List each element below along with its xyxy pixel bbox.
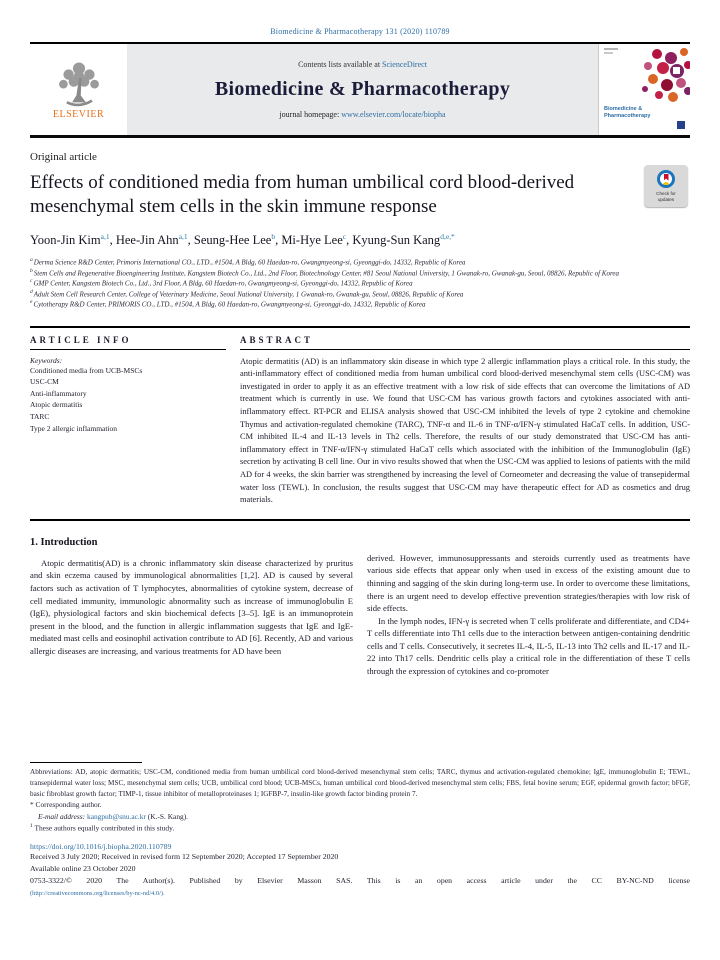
equal-marker: 1 [30, 822, 33, 829]
divider [30, 519, 690, 521]
intro-paragraph-right-2: In the lymph nodes, IFN-γ is secreted when T cells proliferate and differentiate, and CD4+ T cells differentiate into Th1 cells due to the interaction between antigen-containing dendritic cells and T cells. Consecutively, it secretes IL-4, IL-5, IL-13 into Th2 cells and IL-17 and IL-22 into Th17 cells. Dendritic cells play a critical role in the differentiation of these T cells through the expression of cytokines and co-promoter [367, 615, 690, 676]
left-column [30, 537, 353, 677]
homepage-link[interactable]: www.elsevier.com/locate/biopha [341, 110, 446, 119]
right-column [367, 537, 690, 677]
email-label: E-mail address: [38, 811, 87, 821]
article-info-heading: ARTICLE INFO [30, 334, 132, 345]
authors-line [30, 232, 690, 248]
elsevier-logo [30, 44, 127, 135]
email-suffix: (K.-S. Kang). [145, 811, 189, 821]
doi-line [30, 842, 690, 851]
equal-contribution-note [30, 822, 690, 834]
author [116, 233, 194, 247]
affiliation-line [30, 257, 690, 267]
corresponding-author-note: * Corresponding author. [30, 800, 102, 810]
divider [240, 349, 690, 350]
affiliation-marker: a [30, 257, 33, 264]
email-link[interactable]: kangpub@snu.ac.kr [87, 811, 146, 821]
homepage-line [279, 110, 445, 119]
affiliation-marker: b [30, 267, 33, 274]
affiliation-text: Cytotherapy R&D Center, PRIMORIS CO., LTD., #1504, A Bldg, 60 Haedan-ro, Gwangmyeong-si, Gyeonggi-do, 14332, Republic of Korea [33, 300, 426, 309]
author-separator: , [109, 233, 116, 248]
article-header [30, 151, 690, 310]
author-affiliation-marker[interactable]: b [271, 232, 276, 242]
received-dates: Received 3 July 2020; Received in revised form 12 September 2020; Accepted 17 September 2020 [30, 852, 339, 862]
keyword-item: Anti-inflammatory [30, 388, 87, 398]
elsevier-tree-icon [53, 59, 105, 111]
keywords-list [30, 365, 226, 435]
footnote-divider [30, 762, 142, 763]
intro-heading: 1. Introduction [30, 536, 98, 548]
author-name: Hee-Jin Ahn [115, 233, 179, 248]
affiliation-text: Stem Cells and Regenerative Bioengineering Institute, Kangstem Biotech Co., Ltd., 2nd Floor, Biotechnology Center, #81 Seoul National University, 1 Gwanak-ro, Gwanak-gu, Seoul, 08826, Republic of Korea [33, 269, 620, 278]
affiliation-marker: c [30, 278, 33, 285]
affiliation-line [30, 299, 690, 309]
available-online: Available online 23 October 2020 [30, 864, 136, 874]
body-columns [30, 537, 690, 677]
journal-cover [598, 44, 690, 135]
affiliations [30, 257, 690, 309]
check-for-updates-badge[interactable] [644, 165, 688, 207]
affiliation-marker: d [30, 288, 33, 295]
info-abstract-section [30, 335, 690, 507]
author-name: Mi-Hye Lee [281, 233, 343, 248]
doi-link[interactable]: https://doi.org/10.1016/j.biopha.2020.110789 [30, 842, 172, 852]
article-info-column [30, 335, 226, 507]
divider [30, 326, 690, 328]
affiliation-marker: e [30, 299, 33, 306]
author-separator: , [187, 233, 194, 248]
elsevier-wordmark: ELSEVIER [52, 109, 105, 120]
article-type: Original article [30, 151, 97, 163]
intro-paragraph-left: Atopic dermatitis(AD) is a chronic inflammatory skin disease characterized by pruritus and skin eczema caused by immunological abnormalities [1,2]. AD is caused by several factors such as activation of T lymphocytes, abnormalities of cytokine system, decrease of cell mediated immunity, immunologic abnormality such as increase of immunoglobulin E (IgE), physiological factors and skin biochemical defects [3–5]. IgE is an immunoprotein present in the blood, and the function in allergic inflammation suggests that IgE and IgE-mediated mast cells and eosinophil activation contribute to AD [6]. Recently, AD and various allergic diseases are increasing, and various treatments for AD have been [30, 557, 353, 656]
author-affiliation-marker[interactable]: c [342, 232, 347, 242]
contents-line [298, 60, 427, 69]
author [194, 233, 281, 247]
author-separator: , [346, 233, 353, 248]
author [352, 233, 454, 247]
license-line [30, 890, 690, 897]
author-affiliation-marker[interactable]: a,1 [178, 232, 188, 242]
abstract-column [240, 335, 690, 507]
author-name: Kyung-Sun Kang [352, 233, 441, 248]
affiliation-text: Adult Stem Cell Research Center, College of Veterinary Medicine, Seoul National University, 1 Gwanak-ro, Gwanak-gu, Seoul, 08826, Republic of Korea [33, 289, 464, 298]
check-badge-label: Check for updates [656, 190, 676, 202]
affiliation-text: Derma Science R&D Center, Primoris International CO., LTD., #1504, A Bldg, 60 Haedan-ro, Gwangmyeong-si, Gyeonggi-do, 14332, Republic of Korea [33, 258, 466, 267]
masthead-center [127, 44, 598, 135]
author-affiliation-marker[interactable]: d,e,* [440, 232, 455, 242]
homepage-prefix: journal homepage: [279, 110, 342, 119]
journal-title: Biomedicine & Pharmacotherapy [214, 78, 511, 100]
affiliation-line [30, 278, 690, 288]
journal-citation: Biomedicine & Pharmacotherapy 131 (2020) 110789 [270, 27, 450, 36]
affiliation-text: GMP Center, Kangstem Biotech Co., Ltd., 3rd Floor, A Bldg, 60 Haedan-ro, Gwangmyeong-si, Gyeonggi-do, 14332, Republic of Korea [33, 279, 413, 288]
author-separator: , [275, 233, 282, 248]
equal-text: These authors equally contributed in this study. [32, 823, 175, 833]
cover-spine-mark [604, 48, 618, 50]
keyword-item: Atopic dermatitis [30, 400, 83, 410]
sciencedirect-link[interactable]: ScienceDirect [382, 60, 427, 69]
abbreviations-note: Abbreviations: AD, atopic dermatitis; USC-CM, conditioned media from human umbilical cord blood-derived mesenchymal stem cells; TARC, thymus and activation-regulated chemokine; IgE, immunoglobulin E; TEWL, transepidermal water loss; MSC, mesenchymal stem cells; UCB, umbilical cord blood; UCB-MSCs, human umbilical cord blood-derived mesenchymal stem cells; FBS, fetal bovine serum; EGF, epidermal growth factor; bFGF, basic fibroblast growth factor; TIMP-1, tissue inhibitor of metalloproteinases 1; IGFBP-7, insulin-like growth factor binding protein 7. [30, 768, 690, 798]
license-link[interactable]: (http://creativecommons.org/licenses/by-nc-nd/4.0/). [30, 890, 165, 898]
cover-spine-mark [604, 52, 613, 54]
masthead [30, 42, 690, 138]
cover-logo-square [677, 121, 685, 129]
divider [30, 349, 226, 350]
copyright-line: 0753-3322/© 2020 The Author(s). Published by Elsevier Masson SAS. This is an open access article under the CC BY-NC-ND license [30, 876, 690, 886]
cover-journal-title: Biomedicine & Pharmacotherapy [604, 106, 651, 119]
author [281, 233, 352, 247]
author [30, 233, 116, 247]
author-affiliation-marker[interactable]: a,1 [100, 232, 110, 242]
article-title: Effects of conditioned media from human umbilical cord blood-derived mesenchymal stem cells in the skin immune response [30, 172, 575, 217]
keyword-item: Type 2 allergic inflammation [30, 423, 118, 433]
email-line [38, 811, 690, 822]
author-name: Yoon-Jin Kim [30, 233, 101, 248]
crossmark-icon [657, 170, 675, 188]
abstract-text: Atopic dermatitis (AD) is an inflammatory skin disease in which type 2 allergic inflammation plays a critical role. In this study, the anti-inflammatory effect of conditioned media from human umbilical cord blood-derived mesenchymal stem cells (USC-CM) was investigated in order to apply it as an effective treatment with a low risk of side effects that can overcome the limitations of AD treatment which is currently in use. We found that USC-CM has various growth factors and cytokines associated with anti-inflammatory effect. RT-PCR and ELISA analysis showed that USC-CM inhibited the levels of type 2 cytokine and chemokine Thymus and activation-regulated chemokine (TARC), TNF-α and IL-6 in TNF-α/IFN-γ stimulated HaCaT cells. In addition, USC-CM inhibited IL-4 and IL-13 levels in Th2 cells. Therefore, the results of our study demonstrated that USC-CM has anti-inflammatory effect in TNF-α/IFN-γ stimulated HaCaT cells which associated with the inhibition of the Immunoglobulin (IgE) secretion by activating B cell line. Our in vivo results showed that when the USC-CM was applied to lesions of patients with the mild AD for 4 weeks, the skin barrier was strengthened by increasing the level of Corneometer and decreasing the value of transepidermal water loss (TEWL). In conclusion, the results suggest that USC-CM may have therapeutic effect for AD as cosmetics and drug materials. [240, 356, 690, 505]
abstract-heading: ABSTRACT [240, 334, 314, 345]
keywords-label: Keywords: [30, 355, 63, 365]
keyword-item: TARC [30, 412, 50, 422]
keyword-item: USC-CM [30, 377, 59, 387]
footnote-zone [30, 762, 690, 897]
keyword-item: Conditioned media from UCB-MSCs [30, 365, 143, 375]
affiliation-line [30, 268, 690, 278]
affiliation-line [30, 289, 690, 299]
intro-paragraph-right-1: derived. However, immunosuppressants and steroids currently used as treatments have various side effects that appear only when used in excess of the existing amount due to thinning and sagging of the skin during long-term use. In order to overcome these limitations, there is an urgent need to develop effective prevention strategies/therapies with low risk of side effects. [367, 552, 690, 614]
author-name: Seung-Hee Lee [193, 233, 272, 248]
contents-prefix: Contents lists available at [298, 60, 383, 69]
